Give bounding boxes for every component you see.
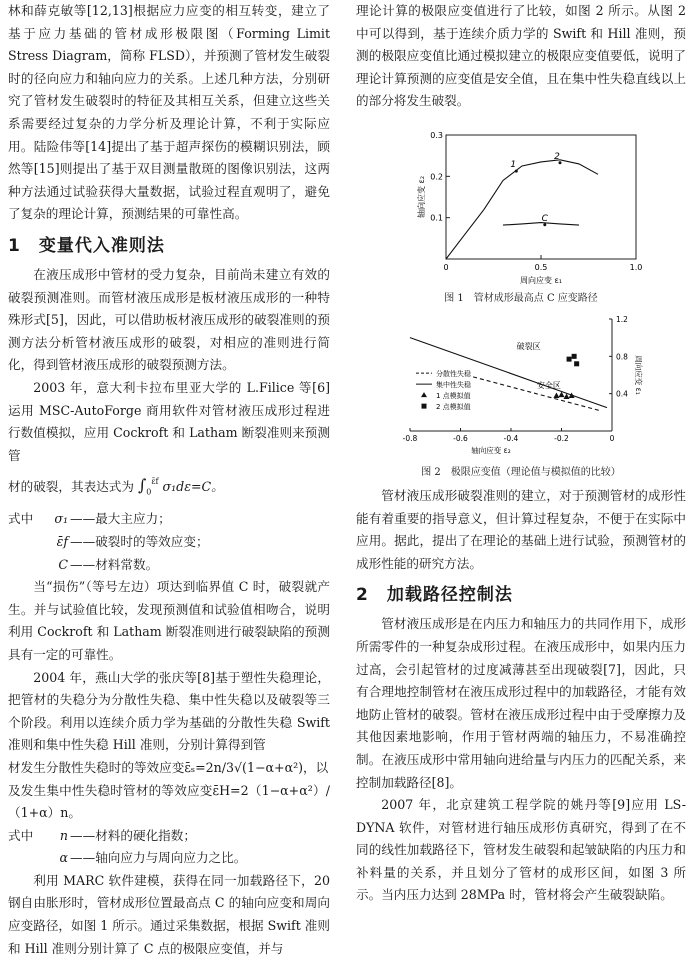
definition-text: ——破裂时的等效应变； <box>70 533 209 549</box>
x-tick-label: -0.4 <box>503 433 519 443</box>
paragraph: 2003 年，意大利卡拉布里亚大学的 L.Filice 等[6]运用 MSC-AutoForge 商用软件对管材液压成形过程进行数值模拟，应用 Cockroft 和 Latham 断裂准则来预测管 <box>8 379 330 463</box>
figure-2-chart <box>356 313 686 463</box>
paragraph: 林和薛克敏等[12,13]根据应力应变的相互转变，建立了基于应力基础的管材成形极限图（Forming Limit Stress Diagram，简称 FLSD），并预测了管材发生破裂时的径向应力和轴向应力的关系。上述几种方法，分别研究了管材发生破裂时的特征及其相互关系，但建立这些关系需要经过复杂的力学分析及理论计算，不利于实际应用。陆险伟等[14]提出了基于超声探伤的模糊识别法，顾然等[15]则提出了基于双目测量散斑的图像识别法，这两种方法通过试验获得大量数据，试验过程直观明了，避免了复杂的理论计算，预测结果的可靠性高。 <box>8 3 330 222</box>
x-tick-label: -0.8 <box>402 433 418 443</box>
definitions-list <box>8 508 330 576</box>
definition-row <box>8 847 330 870</box>
y-tick-label: 0.1 <box>430 213 443 223</box>
right-column <box>356 0 686 907</box>
paragraph: 管材液压成形是在内压力和轴压力的共同作用下，成形所需零件的一种复杂成形过程。在液压成形中，如果内压力过高，会引起管材的过度减薄甚至出现破裂[7]，因此，只有合理地控制管材在液压成形过程中的加载路径，才能有效地防止管材的破裂。管材在液压成形过程中由于受摩擦力及其他因素地影响，作用于管材两端的轴压力，不易准确控制。在液压成形中常用轴向进给量与内压力的匹配关系，来控制加载路径[8]。 <box>356 616 686 790</box>
figure-2-caption: 图 2 极限应变值（理论值与模拟值的比较） <box>421 466 621 478</box>
square-point <box>574 361 579 366</box>
y-tick-label: 1.2 <box>616 314 628 324</box>
section-heading-2: 2 加载路径控制法 <box>356 585 513 606</box>
paragraph: 理论计算的极限应变值进行了比较，如图 2 所示。从图 2 中可以得到，基于连续介质力学的 Swift 和 Hill 准则，预测的极限应变值比通过模拟建立的极限应变值要低，说明了理论计算预测的应变值是安全值，且在集中性失稳直线以上的部分将发生破裂。 <box>356 3 686 109</box>
legend-swatch <box>422 404 427 409</box>
legend-label: 1 点模拟值 <box>436 392 471 401</box>
definition-intro: 式中 <box>8 827 34 843</box>
formula-line <box>8 471 330 504</box>
definition-row <box>8 554 330 577</box>
legend-label: 2 点模拟值 <box>436 403 471 412</box>
annotation-label: 1 <box>510 160 517 171</box>
triangle-point <box>553 393 559 399</box>
y-tick-label: 0.4 <box>616 389 628 399</box>
paragraph: 及发生集中性失稳时管材的等效应变ε̄H=2（1−α+α²）/（1+α）n。 <box>8 782 330 821</box>
definition-text: ——最大主应力； <box>70 511 171 527</box>
square-point <box>567 357 572 362</box>
definition-symbol: σ₁ <box>54 511 68 527</box>
definition-text: ——材料的硬化指数； <box>70 827 196 843</box>
paragraph: 利用 MARC 软件建模，获得在同一加载路径下，20 钢自由胀形时，管材成形位置最高点 C 的轴向应变和周向应变路径，如图 1 所示。通过采集数据，根据 Swift 准则和 Hill 准则分别计算了 C 点的极限应变值，并与 <box>8 872 330 956</box>
x-tick-label: -0.2 <box>554 433 569 443</box>
left-column <box>8 0 330 960</box>
x-tick-label: 0.5 <box>534 262 548 272</box>
y-axis-label: 轴向应变 ε₂ <box>417 175 426 219</box>
x-tick-label: -0.6 <box>453 433 468 443</box>
annotation-label: C <box>541 213 548 224</box>
x-axis-label: 轴向应变 ε₂ <box>471 445 511 455</box>
formula-intro: 材的破裂，其表达式为 <box>8 479 134 495</box>
definition-symbol: ε̄f <box>56 533 68 549</box>
definition-intro: 式中 <box>8 511 34 527</box>
figure-1-caption: 图 1 管材成形最高点 C 应变路径 <box>444 292 598 304</box>
series-line-1 <box>446 160 598 259</box>
definition-symbol: α <box>59 850 68 866</box>
region-label: 破裂区 <box>516 341 541 351</box>
definitions-list <box>8 825 330 870</box>
paragraph: 管材液压成形破裂准则的建立，对于预测管材的成形性能有着重要的指导意义，但计算过程复杂，不便于在实际中应用。据此，提出了在理论的基础上进行试验，预测管材的成形性能的研究方法。 <box>356 487 686 571</box>
definition-row <box>8 825 330 848</box>
paragraph: 2007 年，北京建筑工程学院的姚丹等[9]应用 LS-DYNA 软件，对管材进行轴压成形仿真研究，得到了在不同的线性加载路径下，管材发生破裂和起皱缺陷的内压力和补料量的关系，并且划分了管材的成形区间，如图 3 所示。当内压力达到 28MPa 时，管材将会产生破裂缺陷。 <box>356 797 686 903</box>
y-tick-label: 0.2 <box>430 172 443 182</box>
y-axis-label: 周向应变 ε₁ <box>634 355 643 395</box>
paragraph: 2004 年，燕山大学的张庆等[8]基于塑性失稳理论，把管材的失稳分为分散性失稳、集中性失稳以及破裂等三个阶段。利用以连续介质力学为基础的分散性失稳 Swift 准则和集中性失稳 Hill 准则，分别计算得到管 <box>8 669 330 753</box>
definition-symbol: n <box>59 827 68 843</box>
x-axis-label: 周向应变 ε₁ <box>519 275 563 285</box>
legend-label: 分散性失稳 <box>436 370 471 379</box>
x-tick-label: 0 <box>443 262 449 272</box>
paragraph: 在液压成形中管材的受力复杂，目前尚未建立有效的破裂预测准则。而管材液压成形是板材液压成形的一种特殊形式[5]，因此，可以借助板材液压成形的破裂准则的预测方法分析管材液压成形的破裂，对相应的准则进行简化，得到管材液压成形的破裂预测方法。 <box>8 266 330 373</box>
x-tick-label: 1.0 <box>629 262 643 272</box>
plot-frame <box>446 135 636 259</box>
annotation-label: 2 <box>554 151 560 162</box>
definition-symbol: C <box>58 556 68 572</box>
y-tick-label: 0.8 <box>616 352 628 362</box>
definition-row <box>8 531 330 554</box>
figure-1-chart <box>356 121 686 289</box>
paragraph: 当“损伤”（等号左边）项达到临界值 C 时，破裂就产生。并与试验值比较，发现预测值和试验值相吻合，说明利用 Cockroft 和 Latham 断裂准则进行破裂缺陷的预测具有一定的可靠性。 <box>8 579 330 662</box>
section-heading-1: 1 变量代入准则法 <box>8 235 165 256</box>
formula: σ₁dε=C。 <box>162 479 224 495</box>
definition-text: ——轴向应力与周向应力之比。 <box>70 850 247 866</box>
x-tick-label: 0 <box>609 433 615 443</box>
integral-sign: $\int_0^{\varepsilon̄f}$ <box>137 475 159 497</box>
legend-swatch <box>421 392 427 397</box>
definition-text: ——材料常数。 <box>70 556 159 572</box>
y-tick-label: 0.3 <box>430 130 443 140</box>
region-label: 安全区 <box>536 381 561 391</box>
square-point <box>572 354 577 359</box>
legend-label: 集中性失稳 <box>436 381 471 390</box>
definition-row <box>8 508 330 531</box>
paragraph: 材发生分散性失稳时的等效应变ε̄ₛ=2n/3√(1−α+α²)，以 <box>8 759 329 775</box>
